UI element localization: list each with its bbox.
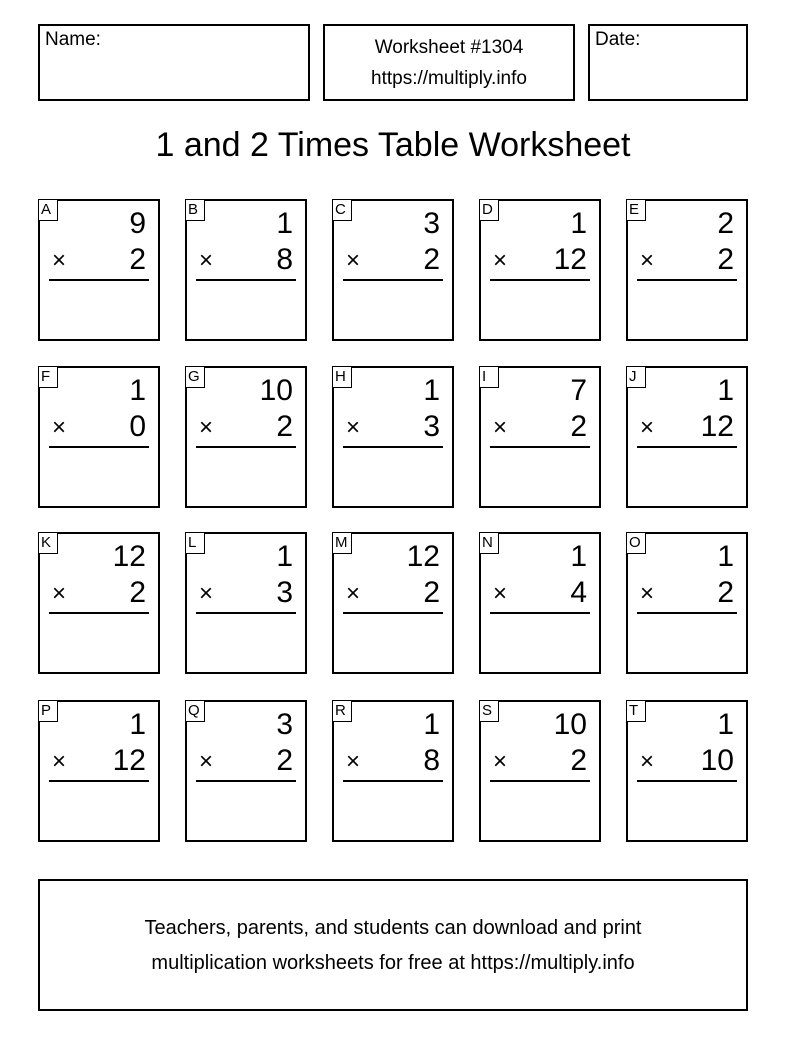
problem-letter: E (626, 199, 646, 221)
answer-rule (637, 612, 737, 614)
answer-rule (49, 612, 149, 614)
problem-letter: A (38, 199, 58, 221)
multiplicand: 12 (406, 540, 440, 573)
answer-rule (343, 612, 443, 614)
times-sign: × (52, 414, 67, 441)
problem-letter: N (479, 532, 499, 554)
problem-cell[interactable] (626, 366, 748, 508)
times-sign: × (199, 414, 214, 441)
multiplier: 2 (129, 576, 146, 609)
problem-letter: R (332, 700, 352, 722)
problem-letter: I (479, 366, 499, 388)
problem-cell[interactable] (479, 700, 601, 842)
times-sign: × (199, 247, 214, 274)
multiplier: 4 (570, 576, 587, 609)
answer-rule (196, 279, 296, 281)
answer-rule (637, 279, 737, 281)
multiplier: 0 (129, 410, 146, 443)
multiplicand: 12 (112, 540, 146, 573)
answer-rule (490, 780, 590, 782)
multiplier: 12 (112, 744, 146, 777)
times-sign: × (52, 580, 67, 607)
multiplier: 2 (276, 410, 293, 443)
multiplicand: 9 (129, 207, 146, 240)
multiplier: 12 (553, 243, 587, 276)
times-sign: × (493, 748, 508, 775)
multiplier: 2 (423, 576, 440, 609)
problem-cell[interactable] (38, 700, 160, 842)
multiplier: 2 (717, 243, 734, 276)
multiplicand: 1 (570, 207, 587, 240)
problem-letter: D (479, 199, 499, 221)
multiplicand: 1 (129, 708, 146, 741)
answer-rule (196, 780, 296, 782)
multiplicand: 1 (717, 374, 734, 407)
answer-rule (490, 612, 590, 614)
times-sign: × (493, 247, 508, 274)
answer-rule (49, 446, 149, 448)
problem-cell[interactable] (38, 199, 160, 341)
problem-letter: J (626, 366, 646, 388)
problem-letter: P (38, 700, 58, 722)
multiplier: 3 (276, 576, 293, 609)
problem-cell[interactable] (185, 366, 307, 508)
answer-rule (196, 612, 296, 614)
answer-rule (343, 780, 443, 782)
times-sign: × (52, 748, 67, 775)
problem-letter: L (185, 532, 205, 554)
times-sign: × (346, 580, 361, 607)
problem-letter: H (332, 366, 352, 388)
multiplier: 12 (700, 410, 734, 443)
page-title: 1 and 2 Times Table Worksheet (155, 126, 631, 164)
footer-box (38, 879, 748, 1011)
multiplicand: 1 (570, 540, 587, 573)
multiplicand: 7 (570, 374, 587, 407)
problem-letter: G (185, 366, 205, 388)
worksheet-info-box (323, 24, 575, 101)
problem-cell[interactable] (626, 199, 748, 341)
times-sign: × (640, 748, 655, 775)
problem-cell[interactable] (185, 199, 307, 341)
problem-cell[interactable] (38, 366, 160, 508)
answer-rule (343, 279, 443, 281)
answer-rule (49, 279, 149, 281)
problem-cell[interactable] (626, 700, 748, 842)
date-label: Date: (595, 29, 641, 50)
times-sign: × (346, 748, 361, 775)
problem-cell[interactable] (332, 532, 454, 674)
multiplicand: 3 (423, 207, 440, 240)
problem-cell[interactable] (332, 199, 454, 341)
footer-line-1: Teachers, parents, and students can download and print (144, 917, 642, 939)
multiplier: 8 (423, 744, 440, 777)
problem-cell[interactable] (626, 532, 748, 674)
multiplicand: 1 (129, 374, 146, 407)
problem-cell[interactable] (479, 199, 601, 341)
problem-letter: B (185, 199, 205, 221)
multiplicand: 3 (276, 708, 293, 741)
answer-rule (637, 446, 737, 448)
answer-rule (343, 446, 443, 448)
multiplicand: 1 (717, 540, 734, 573)
multiplicand: 2 (717, 207, 734, 240)
problem-letter: F (38, 366, 58, 388)
name-label: Name: (45, 29, 101, 50)
multiplier: 2 (129, 243, 146, 276)
problem-letter: S (479, 700, 499, 722)
times-sign: × (346, 247, 361, 274)
multiplicand: 1 (276, 207, 293, 240)
multiplier: 2 (276, 744, 293, 777)
times-sign: × (493, 580, 508, 607)
worksheet-url: https://multiply.info (371, 68, 527, 89)
problem-letter: C (332, 199, 352, 221)
multiplier: 2 (717, 576, 734, 609)
problem-letter: Q (185, 700, 205, 722)
answer-rule (490, 279, 590, 281)
problem-cell[interactable] (332, 366, 454, 508)
multiplier: 3 (423, 410, 440, 443)
answer-rule (637, 780, 737, 782)
problem-letter: O (626, 532, 646, 554)
problem-cell[interactable] (479, 366, 601, 508)
multiplicand: 10 (259, 374, 293, 407)
multiplier: 2 (570, 744, 587, 777)
times-sign: × (640, 580, 655, 607)
answer-rule (49, 780, 149, 782)
multiplicand: 1 (423, 374, 440, 407)
date-field[interactable] (588, 24, 748, 101)
problem-cell[interactable] (38, 532, 160, 674)
times-sign: × (52, 247, 67, 274)
multiplier: 2 (570, 410, 587, 443)
problem-cell[interactable] (185, 532, 307, 674)
multiplicand: 1 (423, 708, 440, 741)
answer-rule (196, 446, 296, 448)
multiplier: 8 (276, 243, 293, 276)
answer-rule (490, 446, 590, 448)
multiplicand: 1 (276, 540, 293, 573)
multiplier: 2 (423, 243, 440, 276)
times-sign: × (493, 414, 508, 441)
times-sign: × (640, 414, 655, 441)
times-sign: × (199, 748, 214, 775)
problem-cell[interactable] (332, 700, 454, 842)
problem-letter: T (626, 700, 646, 722)
multiplicand: 10 (553, 708, 587, 741)
problem-cell[interactable] (479, 532, 601, 674)
name-field[interactable] (38, 24, 310, 101)
problem-cell[interactable] (185, 700, 307, 842)
footer-line-2: multiplication worksheets for free at https://multiply.info (151, 952, 635, 974)
times-sign: × (346, 414, 361, 441)
times-sign: × (199, 580, 214, 607)
problem-letter: K (38, 532, 58, 554)
multiplicand: 1 (717, 708, 734, 741)
times-sign: × (640, 247, 655, 274)
worksheet-number: Worksheet #1304 (374, 37, 524, 58)
multiplier: 10 (700, 744, 734, 777)
problem-letter: M (332, 532, 352, 554)
